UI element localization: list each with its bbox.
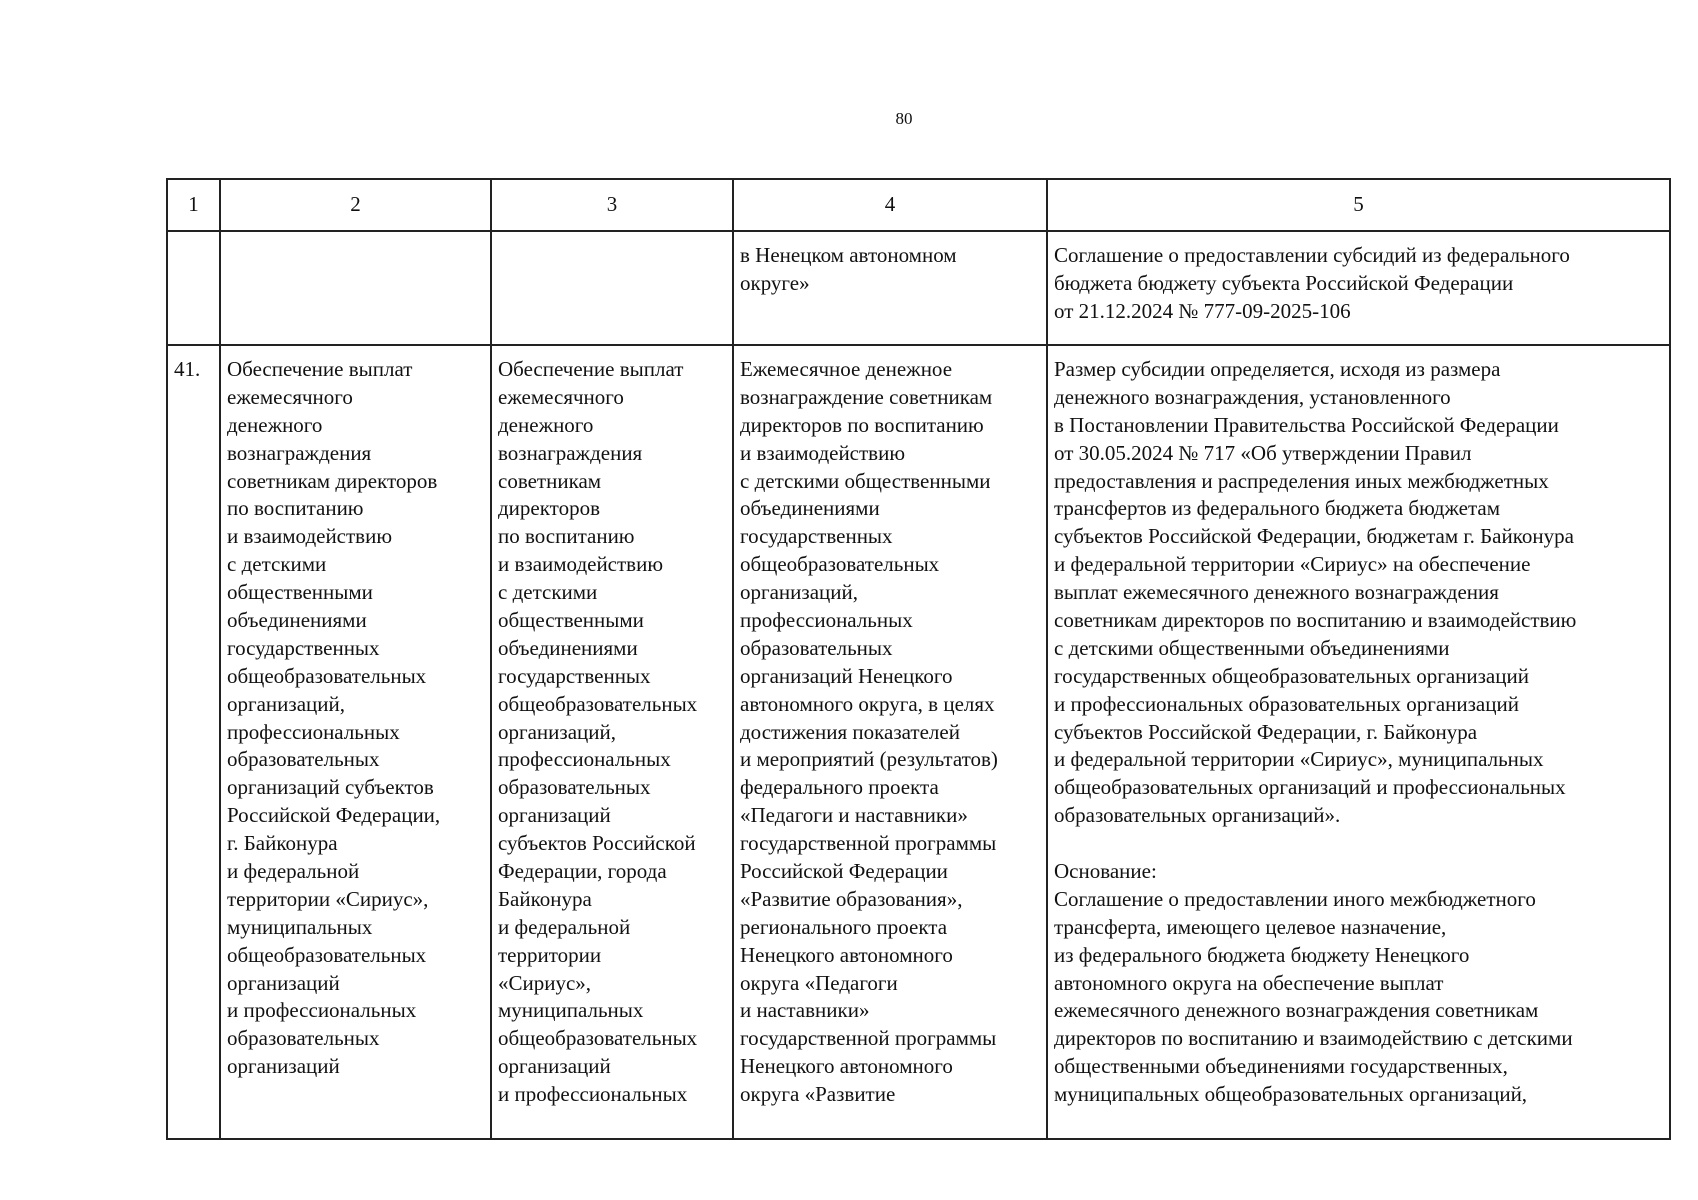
cell-text-line: от 21.12.2024 № 777-09-2025-106	[1054, 298, 1351, 323]
cell-text-line: субъектов Российской	[498, 831, 696, 856]
cell-text-line: Ненецкого автономного	[740, 942, 953, 967]
cell-name	[220, 231, 491, 345]
cell-text-line: и профессиональных	[227, 998, 417, 1023]
cell-text-line: выплат ежемесячного денежного вознаграждения	[1054, 580, 1499, 605]
cell-text-line: общеобразовательных	[498, 691, 698, 716]
cell-text-line	[1054, 830, 1664, 858]
header-cell: 3	[491, 179, 733, 231]
cell-text-line: и взаимодействию	[227, 524, 393, 549]
cell-text-line: Федерации, города	[498, 859, 667, 884]
cell-text-line: и федеральной	[227, 859, 360, 884]
cell-text-line: общественными	[498, 608, 644, 633]
cell-text-line: советникам	[498, 468, 602, 493]
cell-text-line: образовательных	[227, 1026, 380, 1051]
cell-text-line: организаций субъектов	[227, 775, 434, 800]
cell-text-line: директоров по воспитанию	[740, 412, 984, 437]
cell-text-line: советникам директоров по воспитанию и взаимодействию	[1054, 608, 1577, 633]
cell-text-line: «Развитие образования»,	[740, 886, 963, 911]
cell-text-line: Российской Федерации,	[227, 803, 441, 828]
cell-result	[733, 345, 1047, 1139]
cell-text-line: и мероприятий (результатов)	[740, 747, 998, 772]
cell-text-line: денежного	[498, 412, 594, 437]
cell-text-line: организаций	[227, 970, 340, 995]
cell-text-line: территории	[498, 942, 602, 967]
cell-text-line: образовательных	[740, 635, 893, 660]
cell-text-line: территории «Сириус»,	[227, 886, 429, 911]
cell-text-line: трансфертов из федерального бюджета бюджетам	[1054, 496, 1501, 521]
cell-text-line: профессиональных	[227, 719, 400, 744]
cell-text-line: Соглашение о предоставлении субсидий из федерального	[1054, 243, 1570, 267]
cell-text-line: трансферта, имеющего целевое назначение,	[1054, 914, 1447, 939]
cell-text-line: советникам директоров	[227, 468, 438, 493]
table-row	[167, 345, 1670, 1139]
cell-text-line: Российской Федерации	[740, 859, 948, 884]
cell-text-line: ежемесячного	[227, 384, 353, 409]
header-cell: 2	[220, 179, 491, 231]
cell-text-line: ежемесячного	[498, 384, 624, 409]
cell-text-line: регионального проекта	[740, 914, 948, 939]
cell-text-line: общеобразовательных	[498, 1026, 698, 1051]
cell-text-line: и взаимодействию	[740, 440, 906, 465]
cell-text-line: достижения показателей	[740, 719, 960, 744]
cell-text-line: образовательных	[227, 747, 380, 772]
cell-text-line: по воспитанию	[227, 496, 364, 521]
cell-text-line: Ненецкого автономного	[740, 1054, 953, 1079]
cell-text-line: Размер субсидии определяется, исходя из размера	[1054, 357, 1501, 381]
cell-text-line: организаций,	[227, 691, 345, 716]
cell-text-line: от 30.05.2024 № 717 «Об утверждении Правил	[1054, 440, 1472, 465]
cell-direction	[491, 231, 733, 345]
cell-text-line: муниципальных общеобразовательных организаций,	[1054, 1082, 1528, 1107]
cell-text-line: директоров по воспитанию и взаимодействию с детскими	[1054, 1026, 1573, 1051]
cell-text-line: образовательных	[498, 775, 651, 800]
cell-text-line: округе»	[740, 270, 810, 295]
cell-text-line: автономного округа на обеспечение выплат	[1054, 970, 1444, 995]
cell-text-line: организаций	[227, 1054, 340, 1079]
cell-text-line: округа «Развитие	[740, 1082, 896, 1107]
cell-text-line: ежемесячного денежного вознаграждения советникам	[1054, 998, 1539, 1023]
cell-text-line: по воспитанию	[498, 524, 635, 549]
cell-text-line: организаций Ненецкого	[740, 663, 953, 688]
cell-basis	[1047, 345, 1670, 1139]
cell-text-line: денежного вознаграждения, установленного	[1054, 384, 1451, 409]
cell-text-line: образовательных организаций».	[1054, 803, 1341, 828]
data-table	[166, 178, 1671, 1140]
cell-text-line: и наставники»	[740, 998, 870, 1023]
cell-text-line: общеобразовательных	[227, 942, 427, 967]
cell-text-line: объединениями	[740, 496, 880, 521]
row-number	[167, 231, 220, 345]
cell-text-line: государственной программы	[740, 831, 997, 856]
cell-text-line: организаций	[498, 803, 611, 828]
cell-direction	[491, 345, 733, 1139]
cell-name	[220, 345, 491, 1139]
cell-text-line: муниципальных	[227, 914, 373, 939]
cell-text-line: с детскими общественными	[740, 468, 991, 493]
cell-text-line: организаций,	[740, 580, 858, 605]
cell-text-line: организаций,	[498, 719, 616, 744]
cell-text-line: и профессиональных образовательных организаций	[1054, 691, 1519, 716]
cell-text-line: денежного	[227, 412, 323, 437]
cell-text-line: и федеральной территории «Сириус» на обеспечение	[1054, 552, 1531, 577]
cell-text-line: государственных	[227, 635, 380, 660]
cell-text-line: объединениями	[498, 635, 638, 660]
cell-text-line: вознаграждения	[227, 440, 372, 465]
cell-text-line: объединениями	[227, 608, 367, 633]
cell-text-line: автономного округа, в целях	[740, 691, 995, 716]
cell-text-line: федерального проекта	[740, 775, 939, 800]
header-cell: 4	[733, 179, 1047, 231]
cell-text-line: общественными	[227, 580, 373, 605]
cell-text-line: с детскими	[227, 552, 327, 577]
cell-text-line: общеобразовательных организаций и профессиональных	[1054, 775, 1566, 800]
cell-text-line: профессиональных	[740, 608, 913, 633]
cell-basis	[1047, 231, 1670, 345]
cell-text-line: общеобразовательных	[740, 552, 940, 577]
cell-text-line: вознаграждение советникам	[740, 384, 993, 409]
cell-text-line: Соглашение о предоставлении иного межбюджетного	[1054, 886, 1536, 911]
table-header-row	[167, 179, 1670, 231]
cell-text-line: государственных	[498, 663, 651, 688]
page-number: 80	[895, 109, 913, 128]
cell-text-line: предоставления и распределения иных межбюджетных	[1054, 468, 1549, 493]
cell-text-line: г. Байконура	[227, 831, 338, 856]
cell-text-line: вознаграждения	[498, 440, 643, 465]
cell-text-line: Байконура	[498, 886, 592, 911]
header-cell: 1	[167, 179, 220, 231]
cell-text-line: государственной программы	[740, 1026, 997, 1051]
row-number: 41.	[167, 345, 220, 1139]
cell-text-line: с детскими	[498, 580, 598, 605]
header-cell: 5	[1047, 179, 1670, 231]
cell-text-line: в Ненецком автономном	[740, 243, 957, 267]
cell-text-line: из федерального бюджета бюджету Ненецкого	[1054, 942, 1470, 967]
cell-text-line: общественными объединениями государственных,	[1054, 1054, 1508, 1079]
cell-text-line: субъектов Российской Федерации, бюджетам г. Байконура	[1054, 524, 1574, 549]
cell-result	[733, 231, 1047, 345]
cell-text-line: организаций	[498, 1054, 611, 1079]
cell-text-line: «Педагоги и наставники»	[740, 803, 968, 828]
cell-text-line: и федеральной	[498, 914, 631, 939]
cell-text-line: «Сириус»,	[498, 970, 592, 995]
cell-text-line: директоров	[498, 496, 600, 521]
cell-text-line: общеобразовательных	[227, 663, 427, 688]
cell-text-line: государственных общеобразовательных организаций	[1054, 663, 1529, 688]
cell-text-line: Основание:	[1054, 859, 1157, 884]
cell-text-line: бюджета бюджету субъекта Российской Федерации	[1054, 270, 1514, 295]
cell-text-line: в Постановлении Правительства Российской Федерации	[1054, 412, 1559, 437]
cell-text-line: и профессиональных	[498, 1082, 688, 1107]
cell-text-line: государственных	[740, 524, 893, 549]
cell-text-line: Обеспечение выплат	[498, 357, 684, 381]
cell-text-line: профессиональных	[498, 747, 671, 772]
cell-text-line: с детскими общественными объединениями	[1054, 635, 1450, 660]
cell-text-line: округа «Педагоги	[740, 970, 898, 995]
cell-text-line: и федеральной территории «Сириус», муниципальных	[1054, 747, 1544, 772]
cell-text-line: Ежемесячное денежное	[740, 357, 953, 381]
table-row	[167, 231, 1670, 345]
cell-text-line: Обеспечение выплат	[227, 357, 413, 381]
cell-text-line: и взаимодействию	[498, 552, 664, 577]
cell-text-line: субъектов Российской Федерации, г. Байконура	[1054, 719, 1478, 744]
cell-text-line: муниципальных	[498, 998, 644, 1023]
